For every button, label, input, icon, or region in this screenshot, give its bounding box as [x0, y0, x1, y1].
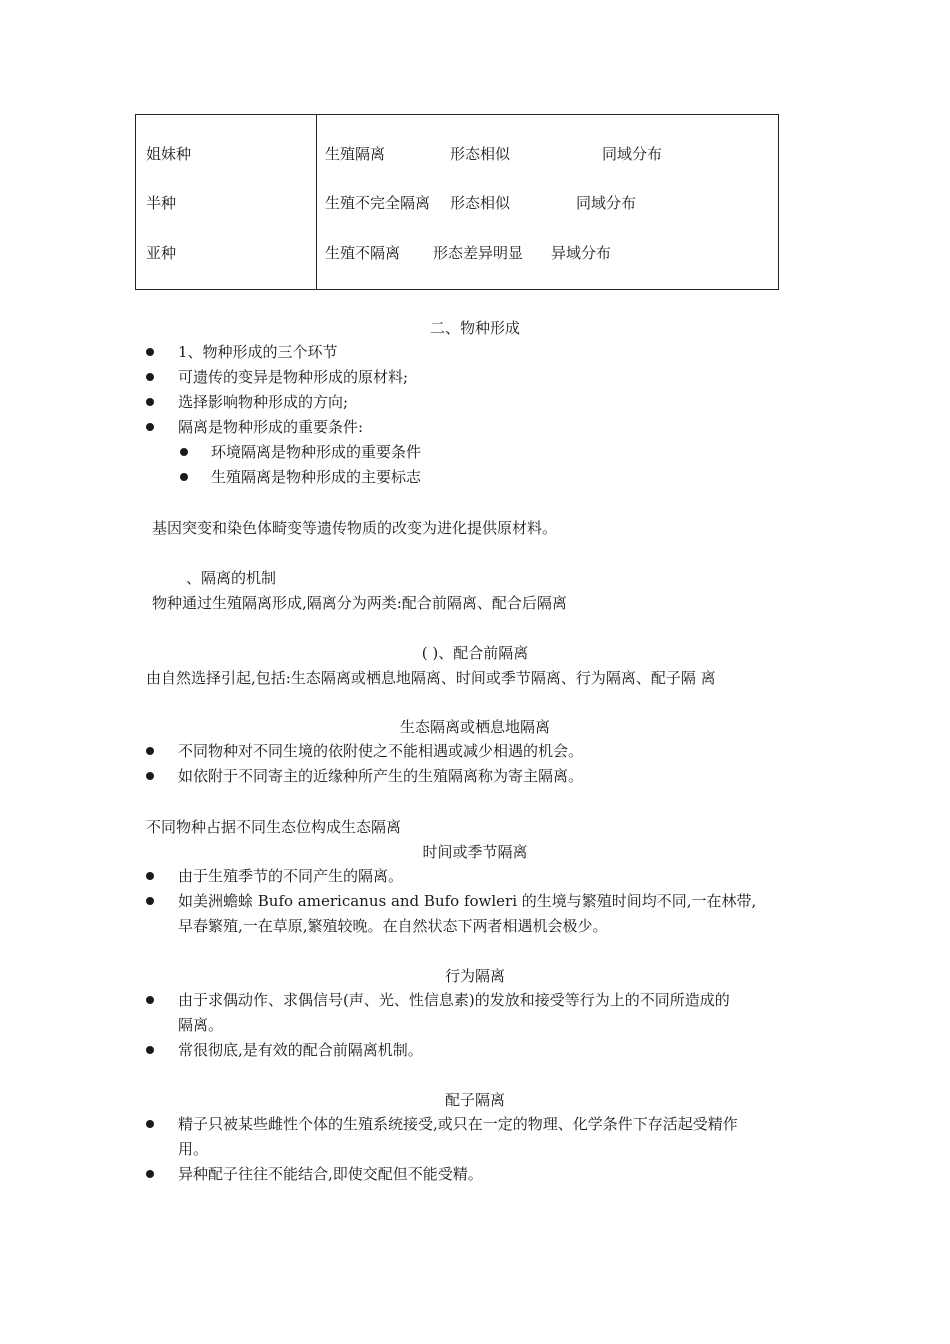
list-item: 常很彻底,是有效的配合前隔离机制。 — [178, 1041, 423, 1059]
list-item-continuation: 用。 — [178, 1140, 209, 1158]
bullet-dot-icon — [146, 772, 154, 780]
section-heading: 二、物种形成 — [429, 319, 520, 337]
bullet-dot-icon — [146, 1046, 154, 1054]
table-column-divider — [316, 115, 317, 289]
list-item: 如美洲蟾蜍 Bufo americanus and Bufo fowleri 的生境与繁殖时间均不同,一在林带, — [178, 892, 757, 910]
table-cell-distribution: 同域分布 — [576, 194, 637, 212]
sub-list-item: 环境隔离是物种形成的重要条件 — [211, 443, 422, 461]
list-item: 选择影响物种形成的方向; — [178, 393, 349, 411]
bullet-dot-icon — [146, 398, 154, 406]
species-comparison-table — [135, 114, 779, 290]
bullet-dot-icon — [146, 747, 154, 755]
table-cell-morphology: 形态相似 — [450, 194, 511, 212]
subsection-heading: 行为隔离 — [444, 967, 505, 985]
bullet-dot-icon — [146, 1120, 154, 1128]
table-cell-morphology: 形态相似 — [450, 145, 511, 163]
table-cell-isolation: 生殖不隔离 — [325, 244, 401, 262]
table-cell-name: 亚种 — [146, 244, 177, 262]
bullet-dot-icon — [146, 872, 154, 880]
subsection-heading: ( )、配合前隔离 — [421, 644, 529, 662]
list-item: 可遗传的变异是物种形成的原材料; — [178, 368, 409, 386]
list-item: 由于求偶动作、求偶信号(声、光、性信息素)的发放和接受等行为上的不同所造成的 — [178, 991, 730, 1009]
table-cell-distribution: 同域分布 — [602, 145, 663, 163]
list-item: 隔离是物种形成的重要条件: — [178, 418, 364, 436]
bullet-dot-icon — [146, 897, 154, 905]
list-item-continuation: 早春繁殖,一在草原,繁殖较晚。在自然状态下两者相遇机会极少。 — [178, 917, 608, 935]
bullet-dot-icon — [180, 473, 188, 481]
bullet-dot-icon — [146, 423, 154, 431]
list-item: 1、物种形成的三个环节 — [178, 343, 338, 361]
table-cell-morphology: 形态差异明显 — [433, 244, 524, 262]
bullet-dot-icon — [146, 373, 154, 381]
list-item: 异种配子往往不能结合,即使交配但不能受精。 — [178, 1165, 483, 1183]
paragraph: 基因突变和染色体畸变等遗传物质的改变为进化提供原材料。 — [152, 519, 558, 537]
table-cell-isolation: 生殖隔离 — [325, 145, 386, 163]
sub-list-item: 生殖隔离是物种形成的主要标志 — [211, 468, 422, 486]
subsection-heading: 配子隔离 — [444, 1091, 505, 1109]
subsection-heading: 生态隔离或栖息地隔离 — [399, 718, 550, 736]
paragraph: 物种通过生殖隔离形成,隔离分为两类:配合前隔离、配合后隔离 — [152, 594, 567, 612]
table-cell-name: 半种 — [146, 194, 177, 212]
subsection-heading: 时间或季节隔离 — [422, 843, 528, 861]
list-item: 不同物种对不同生境的依附使之不能相遇或减少相遇的机会。 — [178, 742, 584, 760]
subsection-heading: 、隔离的机制 — [186, 569, 277, 587]
table-cell-distribution: 异域分布 — [551, 244, 612, 262]
paragraph: 由自然选择引起,包括:生态隔离或栖息地隔离、时间或季节隔离、行为隔离、配子隔 离 — [146, 669, 716, 687]
list-item: 由于生殖季节的不同产生的隔离。 — [178, 867, 404, 885]
table-cell-isolation: 生殖不完全隔离 — [325, 194, 431, 212]
list-item: 精子只被某些雌性个体的生殖系统接受,或只在一定的物理、化学条件下存活起受精作 — [178, 1115, 738, 1133]
list-item-continuation: 隔离。 — [178, 1016, 224, 1034]
list-item: 如依附于不同寄主的近缘种所产生的生殖隔离称为寄主隔离。 — [178, 767, 584, 785]
bullet-dot-icon — [146, 996, 154, 1004]
table-cell-name: 姐妹种 — [146, 145, 192, 163]
bullet-dot-icon — [146, 1170, 154, 1178]
paragraph: 不同物种占据不同生态位构成生态隔离 — [146, 818, 402, 836]
bullet-dot-icon — [146, 348, 154, 356]
bullet-dot-icon — [180, 448, 188, 456]
